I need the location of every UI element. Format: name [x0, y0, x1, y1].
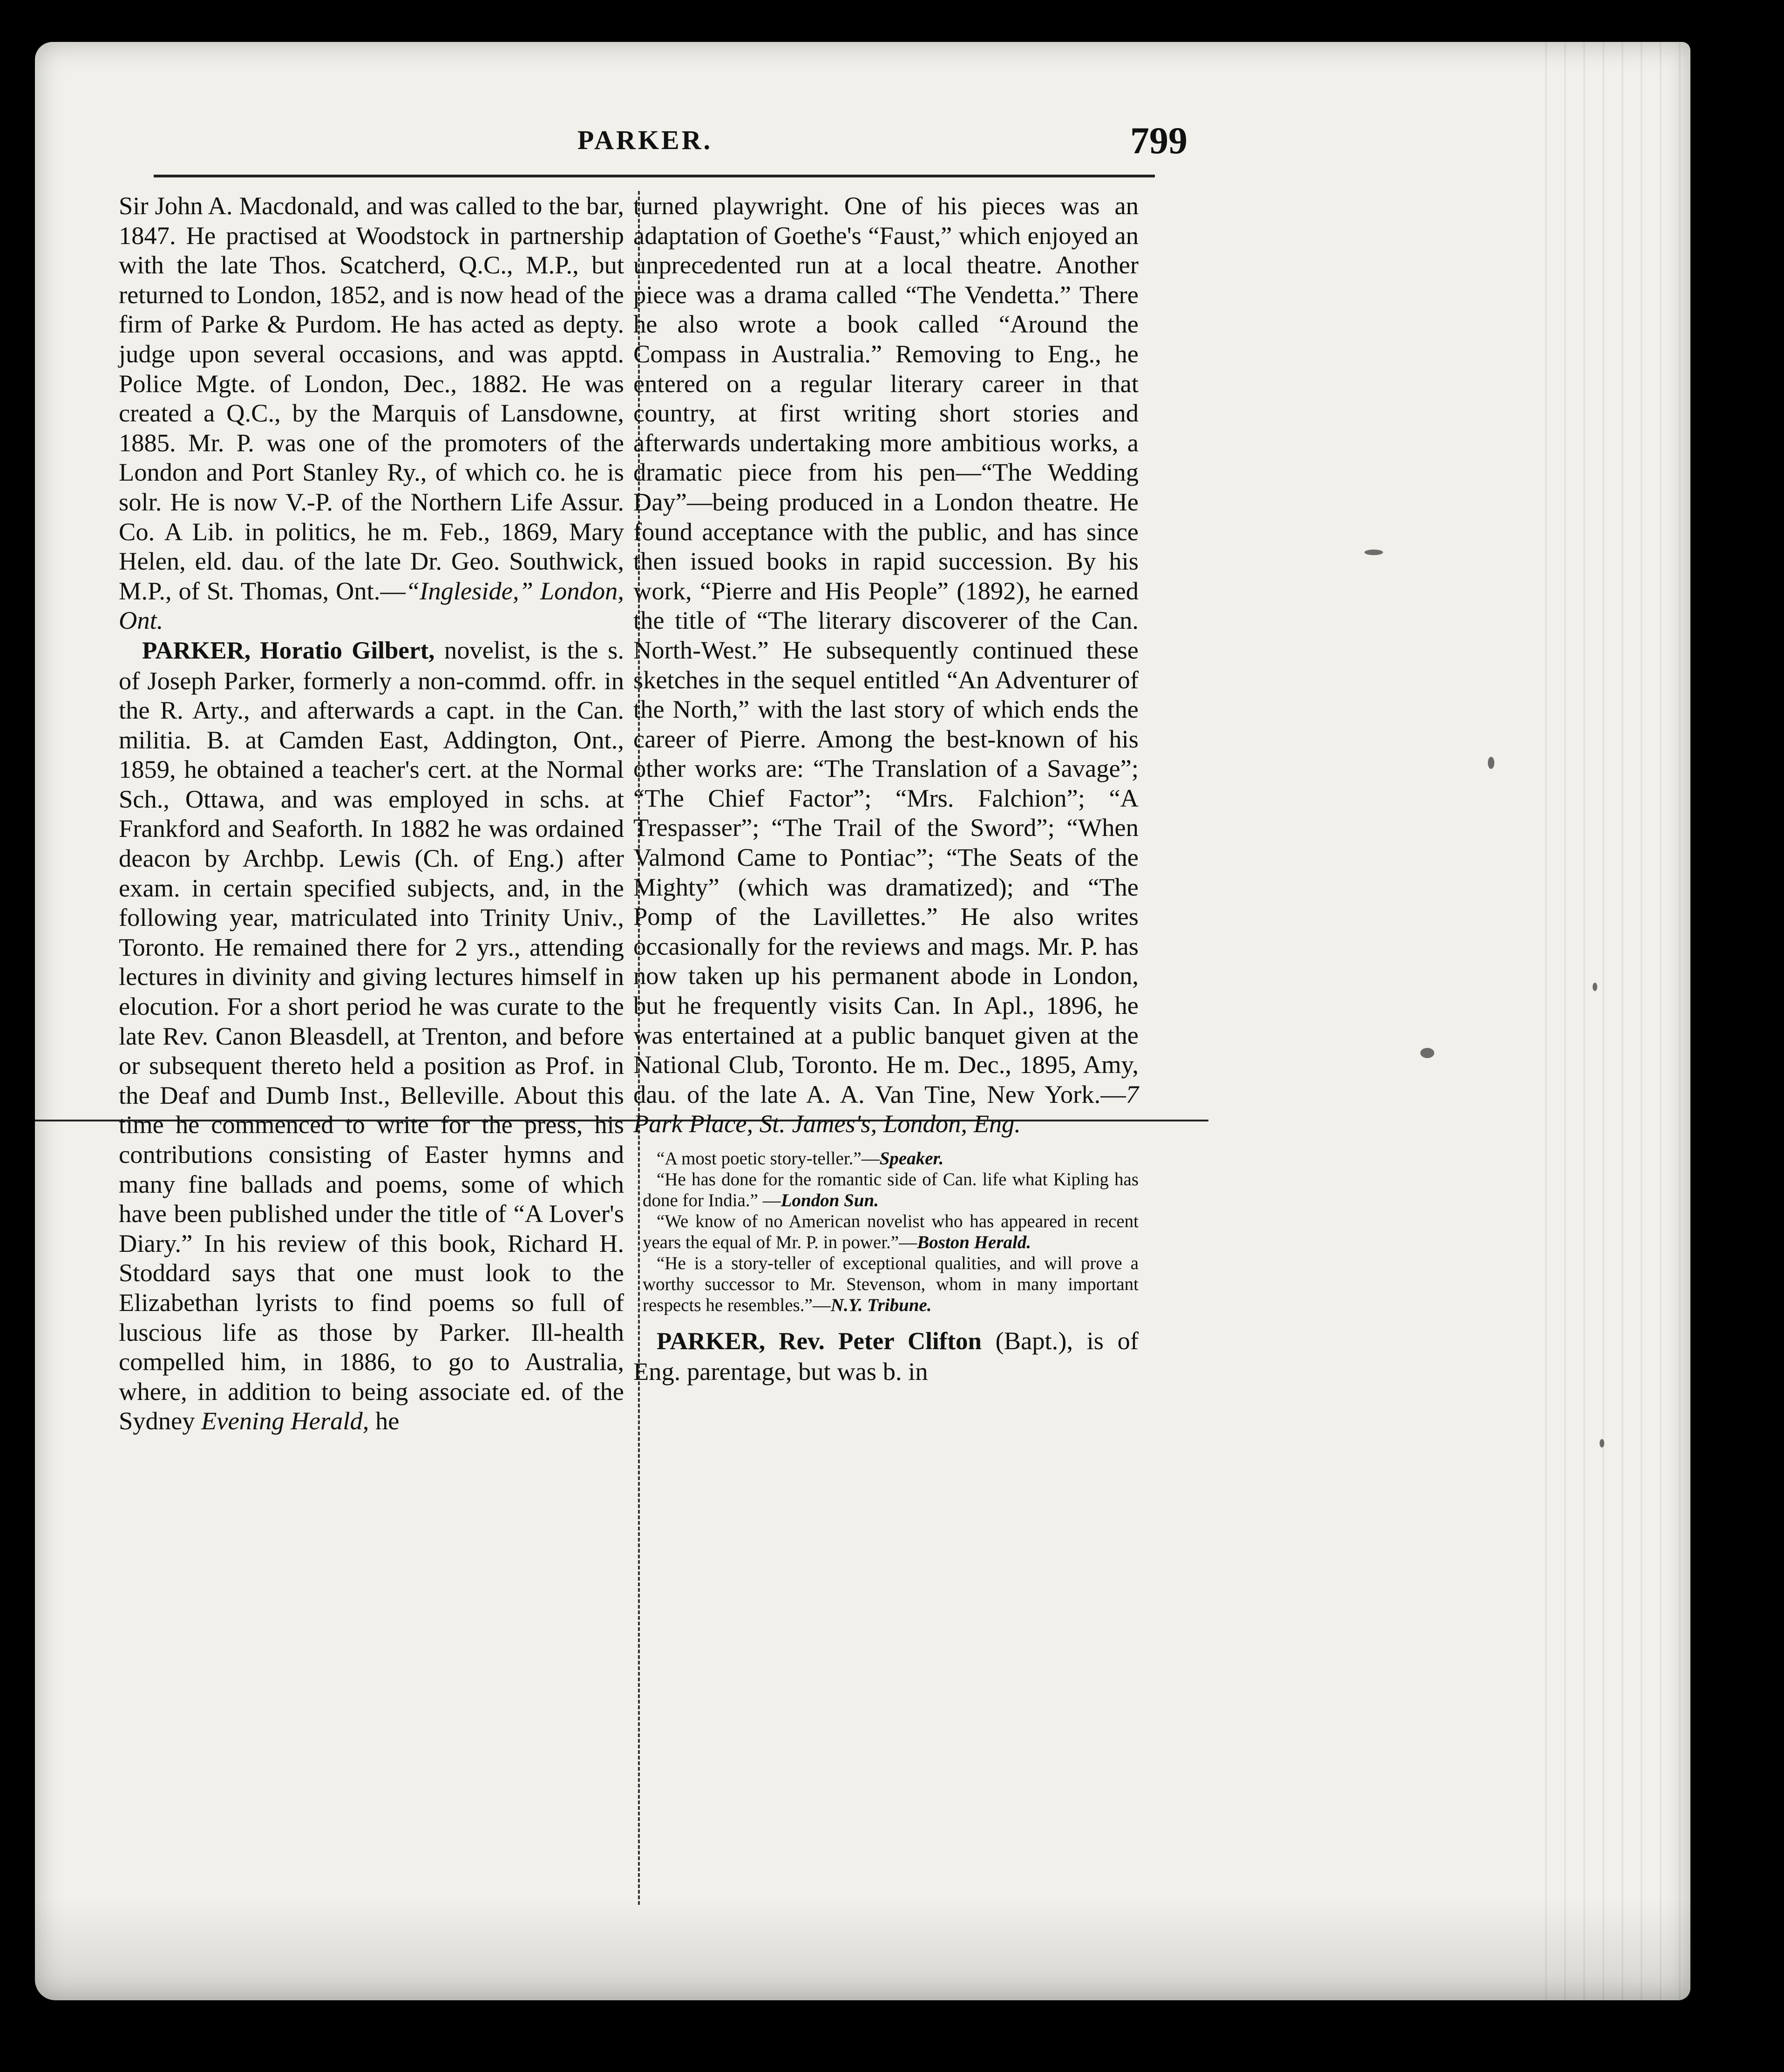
entry-heading-peter-clifton: PARKER, Rev. Peter Clifton	[657, 1328, 982, 1355]
left-paragraph-1	[119, 191, 624, 635]
left-paragraph-1-text: Sir John A. Macdonald, and was called to the bar, 1847. He practised at Woodstock in partnership with the late Thos. Scatcherd, Q.C., M.P., but returned to London, 1852, and is now head of the firm of Parke & Purdom. He has acted as depty. judge upon several occasions, and was apptd. Police Mgte. of London, Dec., 1882. He was created a Q.C., by the Marquis of Lansdowne, 1885. Mr. P. was one of the promoters of the London and Port Stanley Ry., of which co. he is solr. He is now V.-P. of the Northern Life Assur. Co. A Lib. in politics, he m. Feb., 1869, Mary Helen, eld. dau. of the late Dr. Geo. Southwick, M.P., of St. Thomas, Ont.—	[119, 191, 624, 605]
press-notice-text: “We know of no American novelist who has appeared in recent years the equal of Mr. P. in power.”—	[643, 1211, 1139, 1252]
right-paragraph-1-text: turned playwright. One of his pieces was an adaptation of Goethe's “Faust,” which enjoyed an unprecedented run at a local theatre. Another piece was a drama called “The Vendetta.” There he also wrote a book called “Around the Compass in Australia.” Removing to Eng., he entered on a regular literary career in that country, at first writing short stories and afterwards undertaking more ambitious works, a dramatic piece from his pen—“The Wedding Day”—being produced in a London theatre. He found acceptance with the public, and has since then issued books in rapid succession. By his work, “Pierre and His People” (1892), he earned the title of “The literary discoverer of the Can. North-West.” He subsequently continued these sketches in the sequel entitled “An Adventurer of the North,” with the last story of which ends the career of Pierre. Among the best-known of his other works are: “The Translation of a Savage”; “The Chief Factor”; “Mrs. Falchion”; “A Trespasser”; “The Trail of the Sword”; “When Valmond Came to Pontiac”; “The Seats of the Mighty” (which was dramatized); and “The Pomp of the Lavillettes.” He also writes occasionally for the reviews and mags. Mr. P. has now taken up his permanent abode in London, but he frequently visits Can. In Apl., 1896, he was entertained at a public banquet given at the National Club, Toronto. He m. Dec., 1895, Amy, dau. of the late A. A. Van Tine, New York.—	[633, 191, 1139, 1108]
ink-speck	[1488, 757, 1494, 769]
ink-speck	[1364, 550, 1383, 555]
press-notice	[643, 1148, 1139, 1169]
press-notice	[643, 1253, 1139, 1316]
scan-edge-noise	[1537, 42, 1690, 2000]
press-notice-text: “He has done for the romantic side of Can. life what Kipling has done for India.” —	[643, 1169, 1139, 1210]
press-notice	[643, 1211, 1139, 1253]
press-notice-source: Boston Herald.	[917, 1232, 1031, 1252]
right-column	[633, 191, 1139, 1386]
left-column	[119, 191, 624, 1436]
press-notice-source: Speaker.	[879, 1148, 944, 1168]
press-notices	[633, 1148, 1139, 1316]
right-paragraph-2-text: (Bapt.), is of Eng. parentage, but was b. in	[633, 1326, 1139, 1386]
ink-speck	[1600, 1439, 1604, 1447]
press-notice-source: N.Y. Tribune.	[830, 1295, 932, 1315]
page-number: 799	[1130, 119, 1187, 162]
left-paragraph-2-end: he	[369, 1406, 400, 1435]
press-notice-source: London Sun.	[780, 1190, 879, 1210]
press-notice-text: “He is a story-teller of exceptional qualities, and will prove a worthy successor to Mr. Stevenson, whom in many important respects he resembles.”—	[643, 1253, 1139, 1315]
press-notice-text: “A most poetic story-teller.”—	[657, 1148, 880, 1168]
page-header	[536, 119, 1187, 165]
running-head: PARKER.	[577, 125, 713, 155]
ink-speck	[1420, 1048, 1434, 1058]
press-notice	[643, 1169, 1139, 1211]
left-paragraph-2-text: novelist, is the s. of Joseph Parker, formerly a non-commd. offr. in the R. Arty., and afterwards a capt. in the Can. militia. B. at Camden East, Addington, Ont., 1859, he obtained a teacher's cert. at the Normal Sch., Ottawa, and was employed in schs. at Frankford and Seaforth. In 1882 he was ordained deacon by Archbp. Lewis (Ch. of Eng.) after exam. in certain specified subjects, and, in the following year, matriculated into Trinity Univ., Toronto. He remained there for 2 yrs., attending lectures in divinity and giving lectures himself in elocution. For a short period he was curate to the late Rev. Canon Bleasdell, at Trenton, and before or subsequent thereto held a position as Prof. in the Deaf and Dumb Inst., Belleville. About this time he commenced to write for the press, his contributions consisting of Easter hymns and many fine ballads and poems, some of which have been published under the title of “A Lover's Diary.” In his review of this book, Richard H. Stoddard says that one must look to the Elizabethan lyrists to find poems so full of luscious life as those by Parker. Ill-health compelled him, in 1886, to go to Australia, where, in addition to being associate ed. of the Sydney	[119, 635, 624, 1435]
right-paragraph-2	[633, 1326, 1139, 1386]
header-rule	[154, 175, 1155, 177]
entry-heading-horatio-gilbert: PARKER, Horatio Gilbert,	[142, 637, 435, 664]
right-paragraph-1	[633, 191, 1139, 1139]
scan-bottom-shadow	[35, 1898, 1690, 2000]
left-paragraph-1-address: “Ingleside,” London, Ont.	[119, 576, 624, 635]
right-paragraph-1-address: 7 Park Place, St. James's, London, Eng.	[633, 1080, 1139, 1138]
left-paragraph-2-italic: Evening Herald,	[201, 1406, 369, 1435]
left-paragraph-2	[119, 635, 624, 1436]
ink-speck	[1593, 983, 1597, 991]
